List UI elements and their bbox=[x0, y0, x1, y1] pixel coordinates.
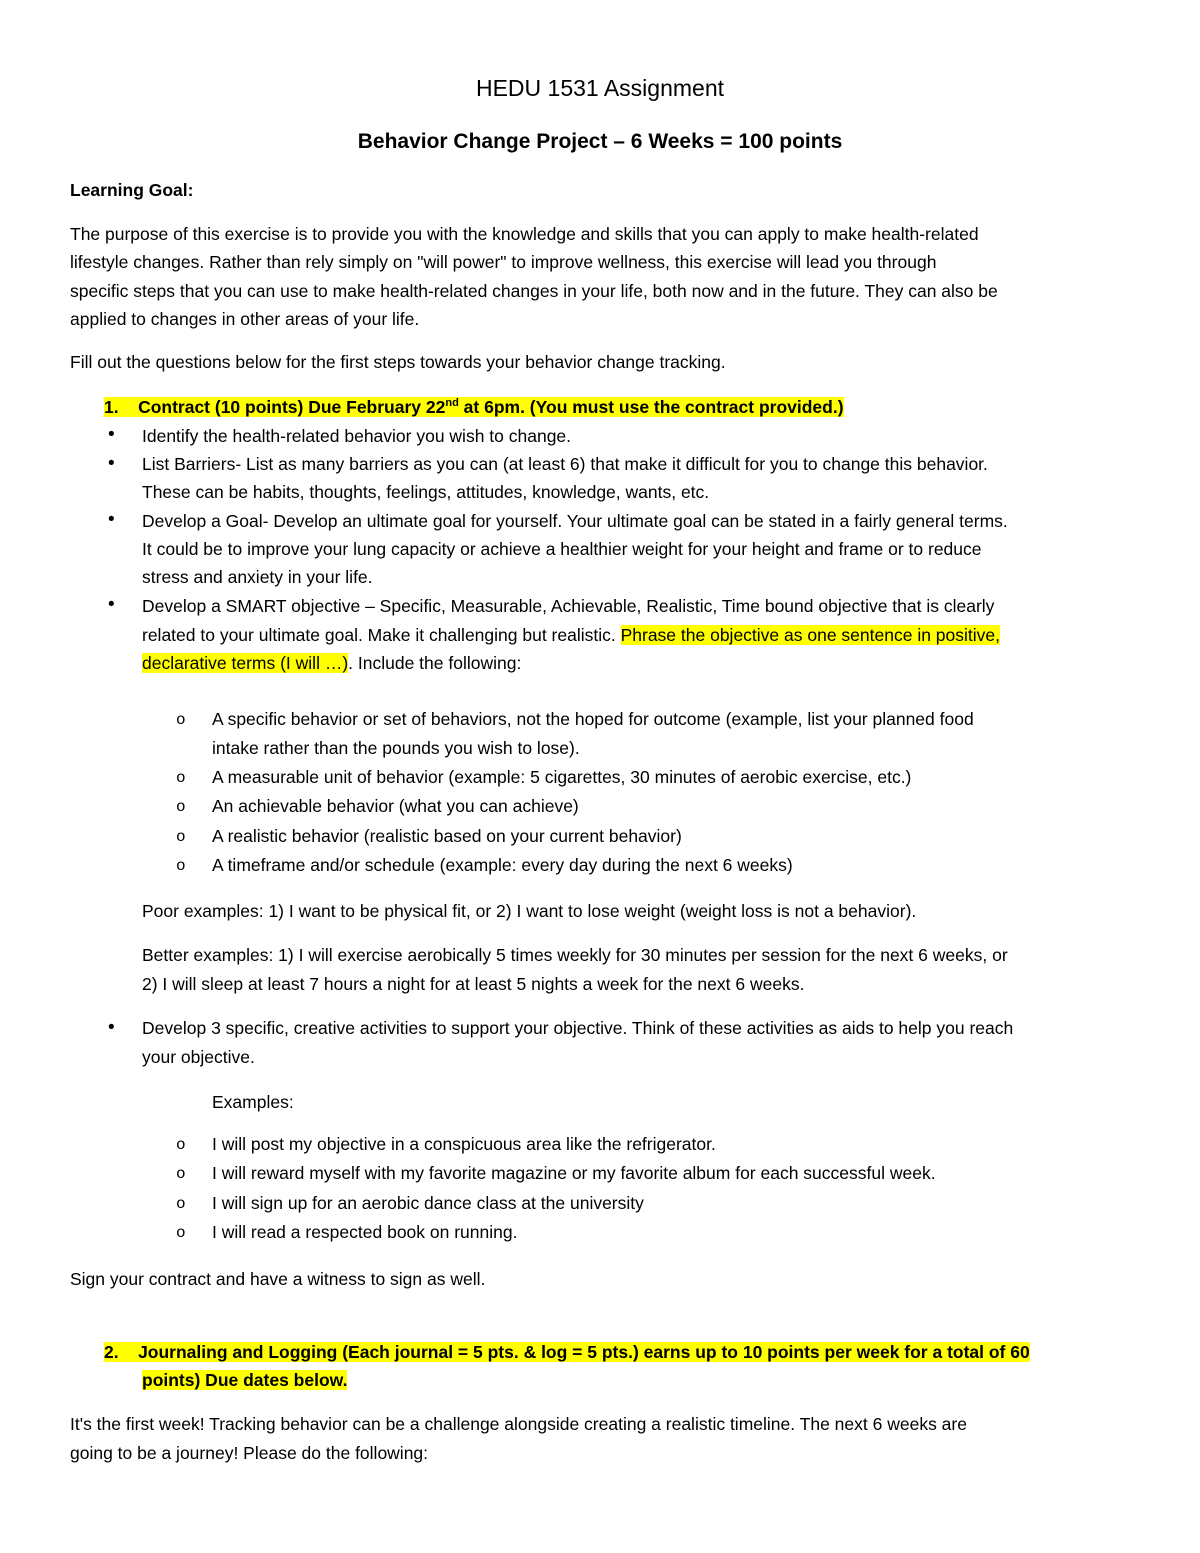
sub-bullet-icon: o bbox=[176, 828, 186, 846]
smart-highlight-text: Phrase the objective as one sentence in positive, bbox=[620, 625, 1000, 645]
activity-example: I will sign up for an aerobic dance class at the university bbox=[212, 1193, 644, 1213]
section-1-heading-sup: nd bbox=[445, 397, 459, 410]
bullet-icon: • bbox=[108, 453, 115, 474]
section-1-heading bbox=[104, 395, 844, 419]
bullet-smart-objective-cont bbox=[142, 651, 521, 675]
bullet-activities: Develop 3 specific, creative activities to support your objective. Think of these activities as aids to help you reach bbox=[142, 1018, 1014, 1038]
better-examples: Better examples: 1) I will exercise aerobically 5 times weekly for 30 minutes per session for the next 6 weeks, or bbox=[142, 945, 1008, 965]
section-2-number: 2. bbox=[104, 1342, 119, 1362]
smart-plain-text: . Include the following: bbox=[348, 653, 522, 673]
bullet-smart-objective-cont bbox=[142, 623, 1000, 647]
intro-line: applied to changes in other areas of your life. bbox=[70, 309, 420, 329]
sub-bullet-icon: o bbox=[176, 1195, 186, 1213]
document-subtitle: Behavior Change Project – 6 Weeks = 100 points bbox=[357, 130, 843, 153]
bullet-activities-cont: your objective. bbox=[142, 1047, 255, 1067]
smart-item: A timeframe and/or schedule (example: every day during the next 6 weeks) bbox=[212, 855, 793, 875]
sub-bullet-icon: o bbox=[176, 1165, 186, 1183]
sub-bullet-icon: o bbox=[176, 1136, 186, 1154]
bullet-develop-goal-cont: stress and anxiety in your life. bbox=[142, 567, 373, 587]
intro-line: specific steps that you can use to make health-related changes in your life, both now and in the future. They can also be bbox=[70, 281, 998, 301]
document-title: HEDU 1531 Assignment bbox=[475, 75, 724, 101]
sub-bullet-icon: o bbox=[176, 711, 186, 729]
poor-examples: Poor examples: 1) I want to be physical fit, or 2) I want to lose weight (weight loss is not a behavior). bbox=[142, 901, 917, 921]
section-2-heading-text: Journaling and Logging (Each journal = 5 pts. & log = 5 pts.) earns up to 10 points per week for a total of 60 bbox=[138, 1342, 1030, 1362]
bullet-smart-objective: Develop a SMART objective – Specific, Measurable, Achievable, Realistic, Time bound objective that is clearly bbox=[142, 596, 995, 616]
activity-example: I will reward myself with my favorite magazine or my favorite album for each successful week. bbox=[212, 1163, 936, 1183]
bullet-icon: • bbox=[108, 424, 115, 445]
bullet-develop-goal-cont: It could be to improve your lung capacity or achieve a healthier weight for your height and frame or to reduce bbox=[142, 539, 982, 559]
bullet-list-barriers: List Barriers- List as many barriers as you can (at least 6) that make it difficult for you to change this behavior. bbox=[142, 454, 988, 474]
section-2-heading-text: points) Due dates below. bbox=[142, 1370, 348, 1390]
smart-item: A measurable unit of behavior (example: 5 cigarettes, 30 minutes of aerobic exercise, etc.) bbox=[212, 767, 912, 787]
bullet-icon: • bbox=[108, 509, 115, 530]
bullet-develop-goal: Develop a Goal- Develop an ultimate goal for yourself. Your ultimate goal can be stated in a fairly general terms. bbox=[142, 511, 1008, 531]
smart-item: An achievable behavior (what you can achieve) bbox=[212, 796, 579, 816]
better-examples-cont: 2) I will sleep at least 7 hours a night for at least 5 nights a week for the next 6 weeks. bbox=[142, 974, 805, 994]
activity-example: I will read a respected book on running. bbox=[212, 1222, 518, 1242]
smart-highlight-text: declarative terms (I will …) bbox=[142, 653, 349, 673]
bullet-identify-behavior: Identify the health-related behavior you wish to change. bbox=[142, 426, 572, 446]
smart-item: A specific behavior or set of behaviors, not the hoped for outcome (example, list your planned food bbox=[212, 709, 974, 729]
section-1-number: 1. bbox=[104, 397, 119, 417]
sub-bullet-icon: o bbox=[176, 769, 186, 787]
activity-example: I will post my objective in a conspicuous area like the refrigerator. bbox=[212, 1134, 716, 1154]
bullet-icon: • bbox=[108, 594, 115, 615]
section-1-heading-post: at 6pm. (You must use the contract provided.) bbox=[458, 397, 844, 417]
section-1-heading-text: Contract (10 points) Due February 22 bbox=[138, 397, 446, 417]
sub-bullet-icon: o bbox=[176, 857, 186, 875]
intro-line: The purpose of this exercise is to provide you with the knowledge and skills that you can apply to make health-related bbox=[70, 224, 979, 244]
smart-item: A realistic behavior (realistic based on your current behavior) bbox=[212, 826, 682, 846]
section-2-heading bbox=[104, 1340, 1030, 1364]
sub-bullet-icon: o bbox=[176, 1224, 186, 1242]
intro-line: lifestyle changes. Rather than rely simply on "will power" to improve wellness, this exercise will lead you through bbox=[70, 252, 937, 272]
bullet-icon: • bbox=[108, 1017, 115, 1038]
smart-plain-text: related to your ultimate goal. Make it challenging but realistic. bbox=[142, 625, 621, 645]
bullet-list-barriers-cont: These can be habits, thoughts, feelings, attitudes, knowledge, wants, etc. bbox=[142, 482, 710, 502]
section-2-text: It's the first week! Tracking behavior can be a challenge alongside creating a realistic timeline. The next 6 weeks are bbox=[70, 1414, 967, 1434]
section-2-text: going to be a journey! Please do the following: bbox=[70, 1443, 429, 1463]
section-2-heading-cont bbox=[142, 1368, 347, 1392]
sub-bullet-icon: o bbox=[176, 798, 186, 816]
smart-item-cont: intake rather than the pounds you wish to lose). bbox=[212, 738, 580, 758]
sign-contract: Sign your contract and have a witness to sign as well. bbox=[70, 1269, 486, 1289]
fill-out-instruction: Fill out the questions below for the first steps towards your behavior change tracking. bbox=[70, 352, 726, 372]
examples-label: Examples: bbox=[212, 1092, 294, 1112]
learning-goal-label: Learning Goal: bbox=[70, 180, 194, 200]
